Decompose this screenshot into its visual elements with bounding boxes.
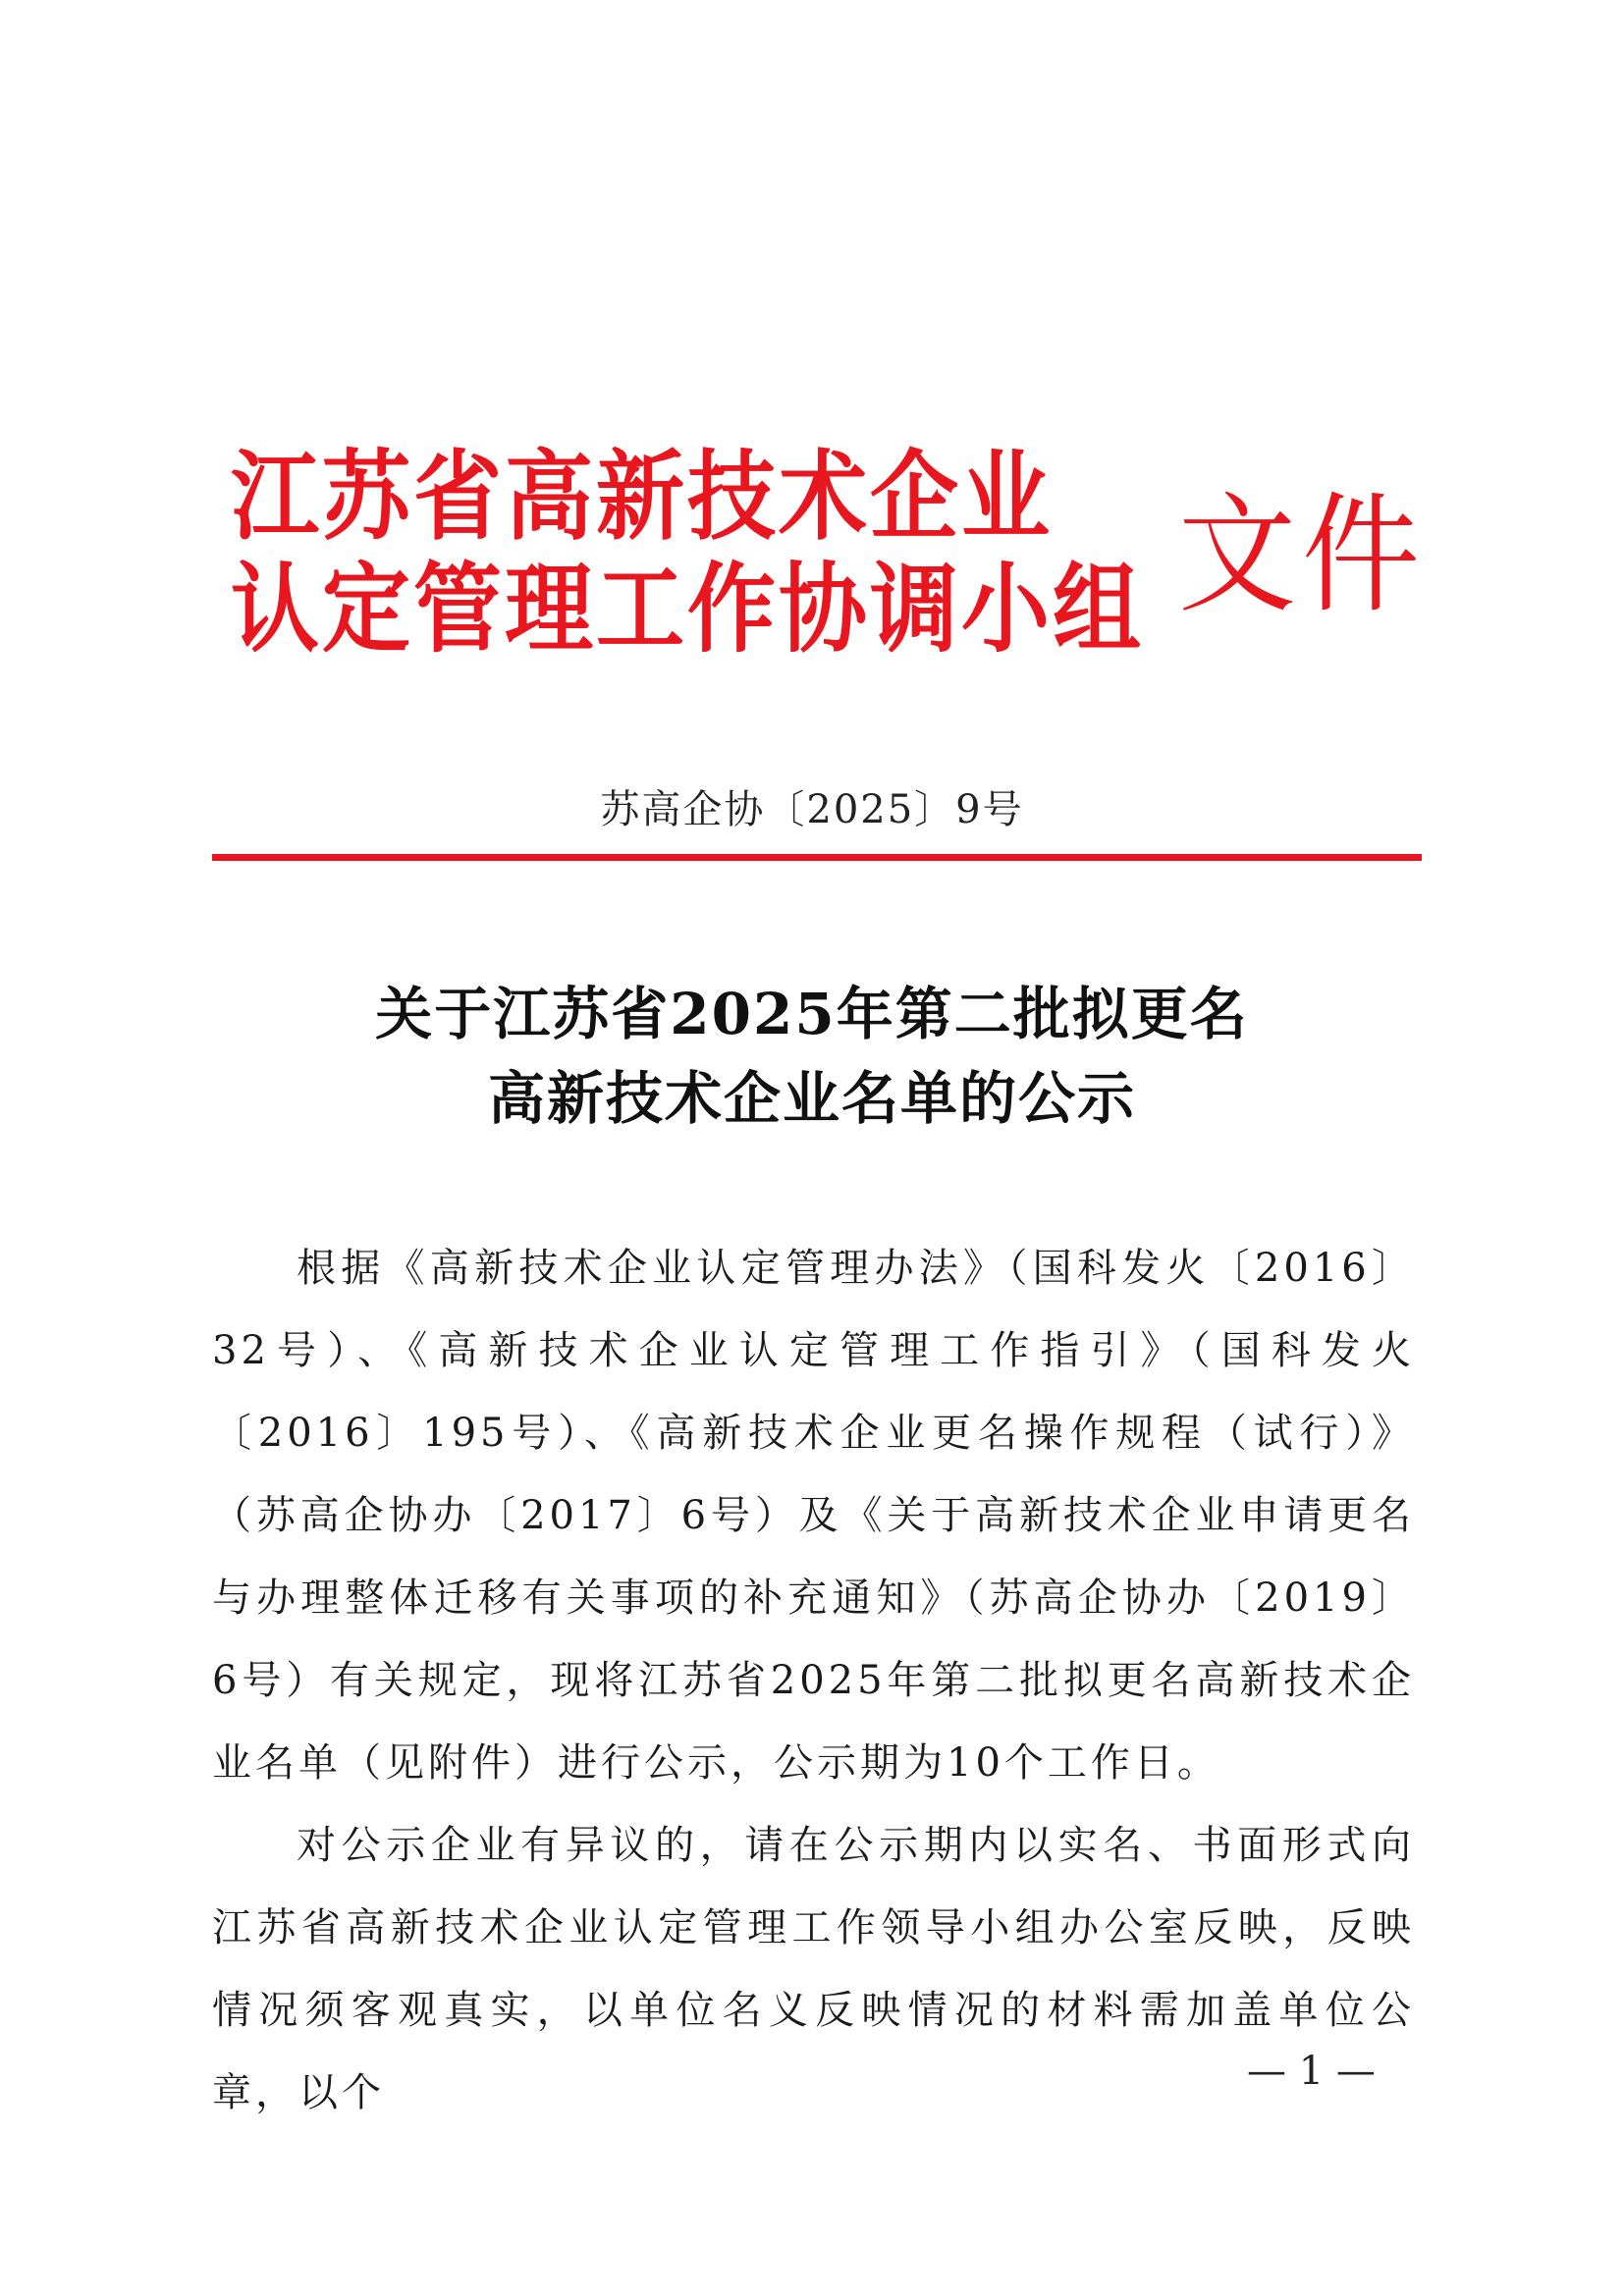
- body-paragraph-1: 根据《高新技术企业认定管理办法》（国科发火〔2016〕32号）、《高新技术企业认定管理工作指引》（国科发火〔2016〕195号）、《高新技术企业更名操作规程（试行）》（苏高企协办〔2017〕6号）及《关于高新技术企业申请更名与办理整体迁移有关事项的补充通知》（苏高企协办〔2019〕6号）有关规定，现将江苏省2025年第二批拟更名高新技术企业名单（见附件）进行公示，公示期为10个工作日。: [212, 1246, 1415, 1786]
- body-paragraph-2: 对公示企业有异议的，请在公示期内以实名、书面形式向江苏省高新技术企业认定管理工作领导小组办公室反映，反映情况须客观真实，以单位名义反映情况的材料需加盖单位公章，以个: [212, 1823, 1415, 2115]
- title-line-2: 高新技术企业名单的公示: [487, 1065, 1136, 1132]
- document-number: 苏高企协〔2025〕9号: [600, 787, 1024, 832]
- title-line-1: 关于江苏省2025年第二批拟更名: [375, 981, 1249, 1047]
- issuer-line-2: 认定管理工作协调小组: [231, 553, 1144, 667]
- document-body: [212, 1227, 1415, 2134]
- page-number: — 1 —: [1247, 2049, 1376, 2094]
- issuer-name: [231, 442, 1144, 667]
- issuer-line-1: 江苏省高新技术企业: [231, 440, 1053, 555]
- red-divider: [212, 854, 1422, 861]
- document-title: [0, 972, 1624, 1141]
- issuer-suffix: 文件: [1178, 481, 1426, 631]
